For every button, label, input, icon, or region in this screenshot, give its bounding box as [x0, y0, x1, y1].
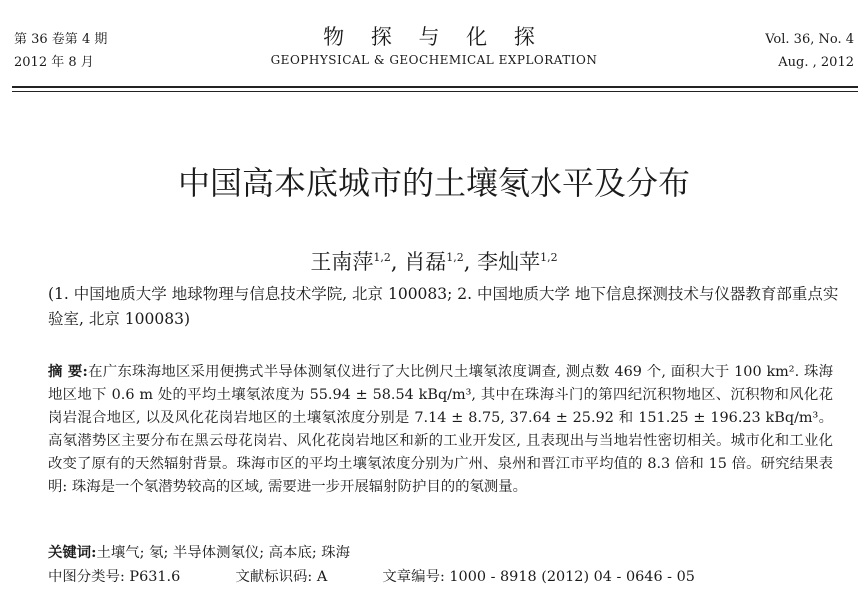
abstract-text: 在广东珠海地区采用便携式半导体测氡仪进行了大比例尺土壤氡浓度调查, 测点数 469 个, 面积大于 100 km². 珠海地区地下 0.6 m 处的平均土壤氡浓度为 55.94 ± 58.54 kBq/m³, 其中在珠海斗门的第四纪沉积物地区、沉积物和风化花岗岩混合地区, 以及风化花岗岩地区的土壤氡浓度分别是 7.14 ± 8.75, 37.64 ± 25.92 和 151.25 ± 196.23 kBq/m³。高氡潜势区主要分布在黑云母花岗岩、风化花岗岩地区和新的工业开发区, 且表现出与当地岩性密切相关。城市化和工业化改变了原有的天然辐射背景。珠海市区的平均土壤氡浓度分别为广州、泉州和晋江市平均值的 8.3 倍和 15 倍。研究结果表明: 珠海是一个氡潜势较高的区域, 需要进一步开展辐射防护目的的氡测量。 [48, 364, 833, 495]
volume-issue-en: Vol. 36, No. 4 [765, 32, 854, 47]
author-affil-mark: 1,2 [373, 251, 391, 264]
journal-name-cn: 物 探 与 化 探 [323, 25, 545, 49]
keywords-text: 土壤气; 氡; 半导体测氡仪; 高本底; 珠海 [96, 545, 351, 561]
journal-masthead [0, 24, 868, 67]
keywords-label: 关键词: [48, 544, 97, 561]
keywords [48, 541, 350, 562]
classification-line [48, 565, 695, 586]
author-affil-mark: 1,2 [446, 251, 464, 264]
author-list: 王南萍$^{1,2}$, 肖磊$^{1,2}$, 李灿苹$^{1,2}$ [310, 250, 558, 274]
author-affil-mark: 1,2 [540, 251, 558, 264]
doc-code-label: 文献标识码: [235, 569, 313, 585]
journal-name-en: GEOPHYSICAL & GEOCHEMICAL EXPLORATION [270, 53, 598, 67]
article-number-label: 文章编号: [382, 569, 445, 585]
header-right [765, 28, 854, 74]
article-number-value: 1000 - 8918 (2012) 04 - 0646 - 05 [449, 569, 695, 585]
affiliation: (1. 中国地质大学 地球物理与信息技术学院, 北京 100083; 2. 中国地质大学 地下信息探测技术与仪器教育部重点实验室, 北京 100083) [48, 285, 839, 328]
paper-title: 中国高本底城市的土壤氡水平及分布 [177, 164, 690, 202]
date-cn: 2012 年 8 月 [14, 55, 94, 70]
author-name: 王南萍 [310, 250, 374, 274]
abstract-label: 摘 要: [48, 363, 88, 380]
author-name: 肖磊 [404, 250, 447, 274]
date-en: Aug. , 2012 [778, 55, 854, 70]
author-name: 李灿苹 [477, 250, 541, 274]
header-rule-thin [12, 91, 858, 92]
volume-issue-cn: 第 36 卷第 4 期 [14, 32, 108, 47]
header-rule-thick [12, 86, 858, 88]
clc-value: P631.6 [129, 569, 181, 585]
clc-label: 中图分类号: [48, 569, 125, 585]
doc-code-value: A [316, 569, 328, 585]
abstract [48, 360, 833, 499]
